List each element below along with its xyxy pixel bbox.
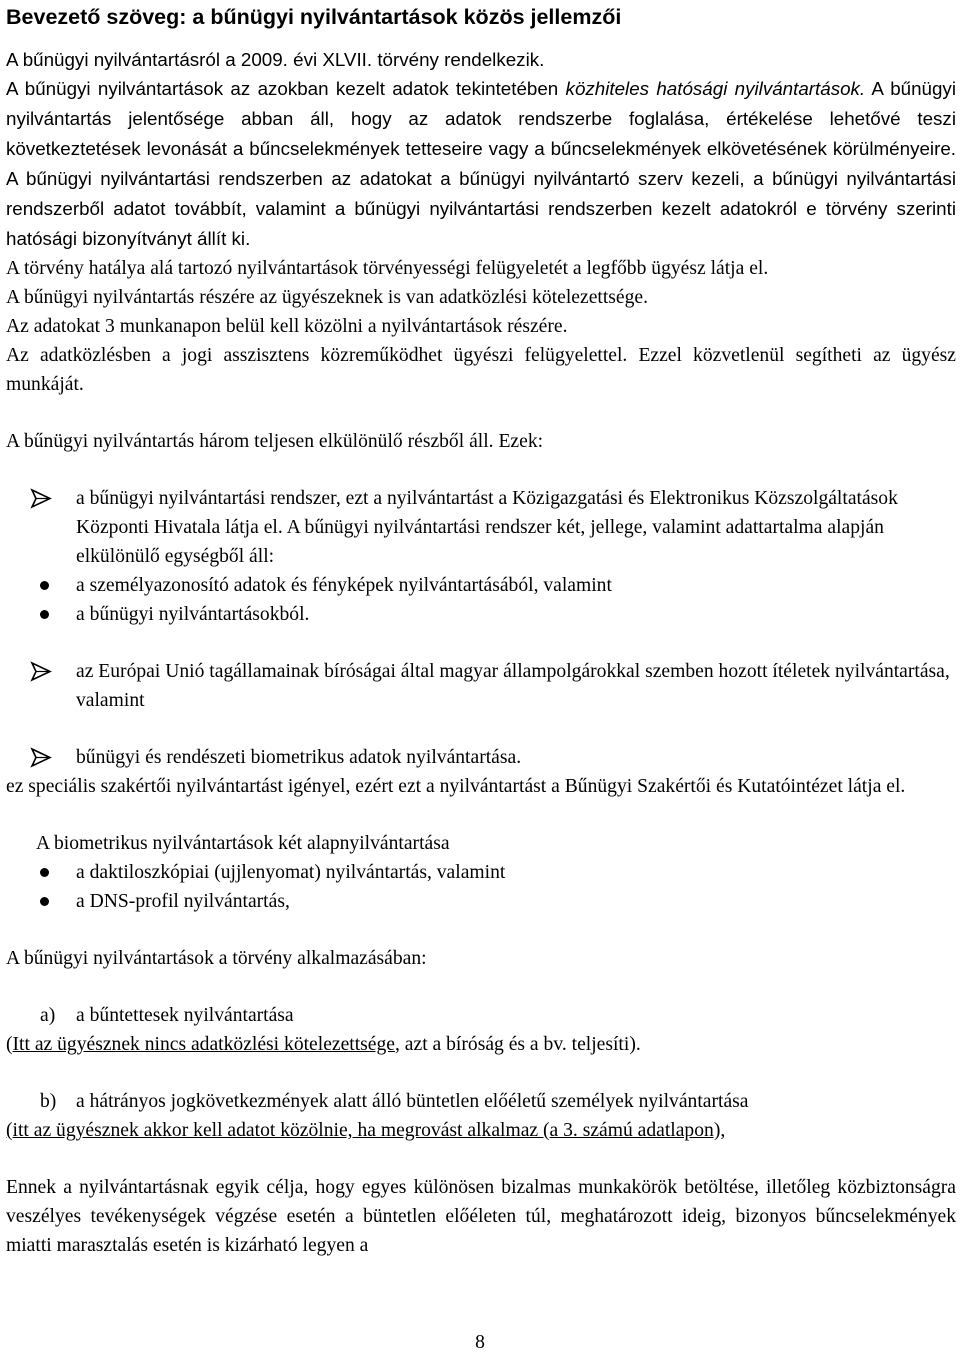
item-a-note-underlined: Itt az ügyésznek nincs adatközlési kötelezettsége xyxy=(12,1034,395,1055)
item-b-note xyxy=(6,1116,956,1145)
item-b-label: b) xyxy=(40,1091,57,1112)
round-bullet-icon xyxy=(40,868,49,877)
list-item-text: bűnügyi és rendészeti biometrikus adatok nyilvántartása. xyxy=(76,747,522,768)
list-item-text: a daktiloszkópiai (ujjlenyomat) nyilvántartás, valamint xyxy=(76,862,506,883)
document-page xyxy=(6,2,956,1260)
round-bullet-icon xyxy=(40,581,49,590)
list-item-text: a bűnügyi nyilvántartási rendszer, ezt a nyilvántartást a Közigazgatási és Elektronikus Közszolgáltatások Központi Hivatala látja el. A bűnügyi nyilvántartási rendszer két, jellege, valamint adattartalma alapján elkülönülő egységből áll: xyxy=(76,488,898,567)
list-item xyxy=(6,743,956,772)
list-item xyxy=(6,571,956,600)
item-b-note-underlined: (itt az ügyésznek akkor kell adatot közölnie, ha megrovást alkalmaz (a 3. számú adatlapon), xyxy=(6,1120,726,1141)
intro-italic-text: közhiteles hatósági nyilvántartások. xyxy=(565,78,866,99)
application-paragraph: A bűnügyi nyilvántartások a törvény alkalmazásában: xyxy=(6,948,427,969)
biometric-heading: A biometrikus nyilvántartások két alapnyilvántartása xyxy=(36,833,450,854)
deadline-paragraph: Az adatokat 3 munkanapon belül kell közölni a nyilvántartások részére. xyxy=(6,316,568,337)
page-number: 8 xyxy=(475,1332,485,1353)
item-a-note-rest: , azt a bíróság és a bv. teljesíti). xyxy=(395,1034,641,1055)
intro-system-text: A bűnügyi nyilvántartási rendszerben az adatokat a bűnügyi nyilvántartó szerv kezeli, a bűnügyi nyilvántartási rendszerből adatot továbbít, valamint a bűnügyi nyilvántartási rendszerben kezelt adatokról e törvény szerinti hatósági bizonyítványt állít ki. xyxy=(6,168,956,249)
item-a-label: a) xyxy=(40,1005,56,1026)
item-a-text: a bűntettesek nyilvántartása xyxy=(76,1005,294,1026)
intro-significance-text: A bűnügyi nyilvántartás jelentősége abban áll, hogy az adatok rendszerbe foglalása, értékelése lehetővé teszi következtetések levonását a bűncselekmények tetteseire vagy a bűncselekmények elkövetésének körülményeire. xyxy=(6,78,956,159)
arrow-bullet-icon xyxy=(30,484,56,513)
page-title: Bevezető szöveg: a bűnügyi nyilvántartások közös jellemzői xyxy=(6,5,622,29)
list-item-text: a bűnügyi nyilvántartásokból. xyxy=(76,604,310,625)
intro-text: A bűnügyi nyilvántartások az azokban kezelt adatok tekintetében xyxy=(6,78,566,99)
list-item xyxy=(6,600,956,629)
three-parts-paragraph: A bűnügyi nyilvántartás három teljesen elkülönülő részből áll. Ezek: xyxy=(6,431,544,452)
list-item-a xyxy=(6,1001,956,1030)
item-a-note xyxy=(6,1030,956,1059)
list-item-b xyxy=(6,1087,956,1116)
list-item xyxy=(6,657,956,715)
list-item-text: a DNS-profil nyilvántartás, xyxy=(76,891,290,912)
round-bullet-icon xyxy=(40,610,49,619)
obligation-paragraph: A bűnügyi nyilvántartás részére az ügyészeknek is van adatközlési kötelezettsége. xyxy=(6,287,648,308)
list-item xyxy=(6,484,956,571)
item-a-note-open: ( xyxy=(6,1034,13,1055)
list-item xyxy=(6,858,956,887)
list-item-text: az Európai Unió tagállamainak bíróságai által magyar állampolgárokkal szemben hozott ítéletek nyilvántartása, valamint xyxy=(76,661,950,711)
intro-paragraph xyxy=(6,74,956,254)
final-paragraph: Ennek a nyilvántartásnak egyik célja, hogy egyes különösen bizalmas munkakörök betöltése, illetőleg közbiztonságra veszélyes tevékenységek végzése esetén a büntetlen előéleten túl, meghatározott ideig, bizonyos bűncselekmények miatti marasztalás esetén is kizárható legyen a xyxy=(6,1177,956,1256)
arrow-bullet-icon xyxy=(30,743,56,772)
item-b-text: a hátrányos jogkövetkezmények alatt álló büntetlen előéletű személyek nyilvántartása xyxy=(76,1091,749,1112)
round-bullet-icon xyxy=(40,897,49,906)
supervision-paragraph: A törvény hatálya alá tartozó nyilvántartások törvényességi felügyeletét a legfőbb ügyész látja el. xyxy=(6,258,769,279)
list-item xyxy=(6,887,956,916)
intro-law-line: A bűnügyi nyilvántartásról a 2009. évi XLVII. törvény rendelkezik. xyxy=(6,49,545,70)
list-item-text: a személyazonosító adatok és fényképek nyilvántartásából, valamint xyxy=(76,575,612,596)
assistant-paragraph: Az adatközlésben a jogi asszisztens közreműködhet ügyészi felügyelettel. Ezzel közvetlenül segítheti az ügyész munkáját. xyxy=(6,345,956,395)
arrow-bullet-icon xyxy=(30,657,56,686)
expert-paragraph: ez speciális szakértői nyilvántartást igényel, ezért ezt a nyilvántartást a Bűnügyi Szakértői és Kutatóintézet látja el. xyxy=(6,776,906,797)
